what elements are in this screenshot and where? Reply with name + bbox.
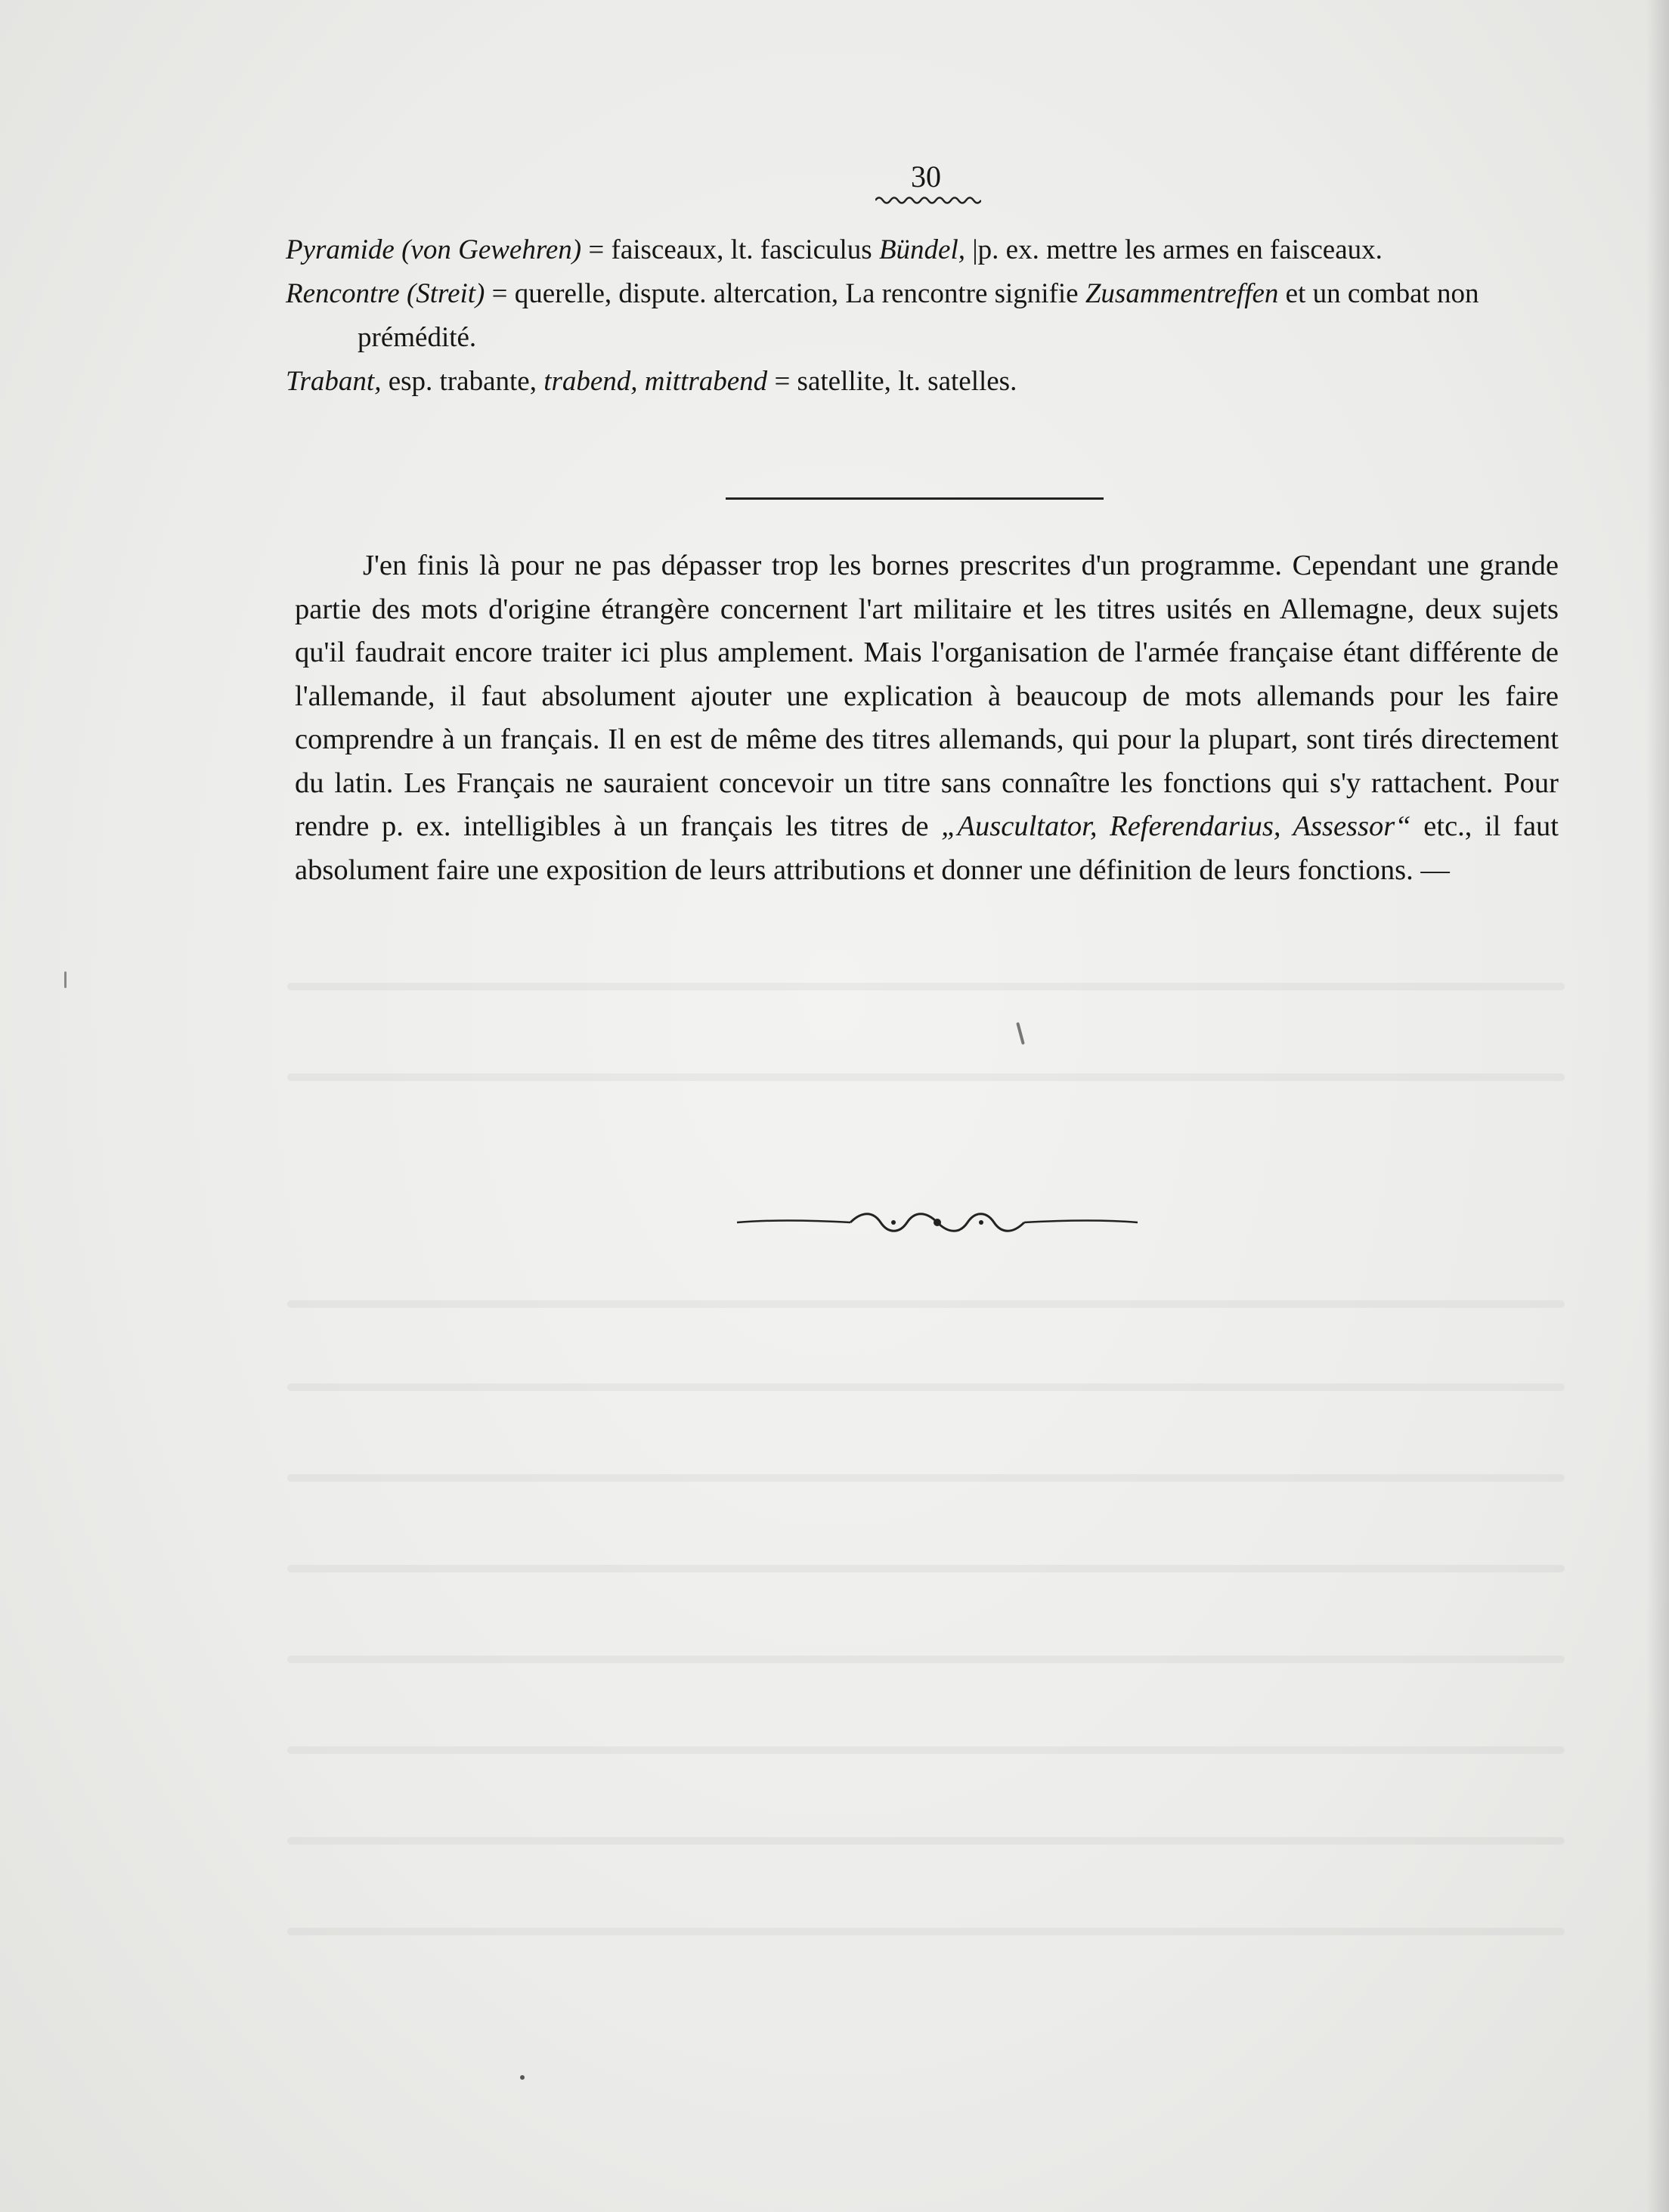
entry-definition: esp. trabante, xyxy=(381,366,544,397)
show-through xyxy=(287,1073,1565,1081)
entry-pyramide xyxy=(286,228,1556,272)
entry-term: Trabant, xyxy=(286,366,382,397)
entry-term: Rencontre xyxy=(286,278,400,309)
entry-definition: = querelle, dispute. altercation, La rencontre signifie xyxy=(485,278,1085,309)
body-paragraph xyxy=(295,544,1559,892)
end-ornament xyxy=(737,1210,1138,1235)
show-through xyxy=(287,1837,1565,1845)
show-through xyxy=(287,1474,1565,1482)
page-number-ornament xyxy=(875,195,981,206)
page-edge-shadow xyxy=(1646,0,1669,2212)
show-through xyxy=(287,1928,1565,1935)
paragraph-italic-titles: „Auscultator, Referendarius, Assessor“ xyxy=(941,810,1411,842)
entry-italic-word: Zusammentreffen xyxy=(1085,278,1279,309)
entry-rest: |p. ex. mettre les armes en faisceaux. xyxy=(965,234,1383,265)
glossary-entries xyxy=(286,228,1556,404)
paragraph-text-2: etc., il faut absolument faire une exposition de leurs attributions et donner une définition de leurs fonctions. — xyxy=(295,810,1559,886)
show-through xyxy=(287,1746,1565,1754)
entry-rest: et un combat non prémédité. xyxy=(358,278,1479,353)
entry-definition: = faisceaux, lt. fasciculus xyxy=(581,234,879,265)
show-through xyxy=(287,1656,1565,1663)
show-through xyxy=(287,1383,1565,1391)
page-number: 30 xyxy=(911,160,941,194)
entry-qualifier: (Streit) xyxy=(406,278,485,309)
show-through xyxy=(287,983,1565,990)
entry-term: Pyramide xyxy=(286,234,395,265)
entry-trabant xyxy=(286,360,1556,404)
entry-italic-word: Bündel, xyxy=(878,234,965,265)
entry-italic-word: trabend, mittrabend xyxy=(543,366,768,397)
show-through xyxy=(287,1565,1565,1572)
section-divider-rule xyxy=(726,497,1104,500)
paper-mark xyxy=(64,971,67,988)
entry-qualifier: (von Gewehren) xyxy=(401,234,582,265)
show-through xyxy=(287,1300,1565,1308)
entry-rest: = satellite, lt. satelles. xyxy=(767,366,1017,397)
paragraph-text-1: J'en finis là pour ne pas dépasser trop les bornes prescrites d'un programme. Cependant une grande partie des mots d'origine étrangère concernent l'art militaire et les titres usités en Allemagne, deux sujets qu'il faudrait encore traiter ici plus amplement. Mais l'organisation de l'armée française étant différente de l'allemande, il faut absolument ajouter une explication à beaucoup de mots allemands pour les faire comprendre à un français. Il en est de même des titres allemands, qui pour la plupart, sont tirés directement du latin. Les Français ne sauraient concevoir un titre sans connaître les fonctions qui s'y rattachent. Pour rendre p. ex. intelligibles à un français les titres de xyxy=(295,550,1559,842)
entry-rencontre xyxy=(286,272,1556,360)
paper-speck xyxy=(520,2075,525,2080)
